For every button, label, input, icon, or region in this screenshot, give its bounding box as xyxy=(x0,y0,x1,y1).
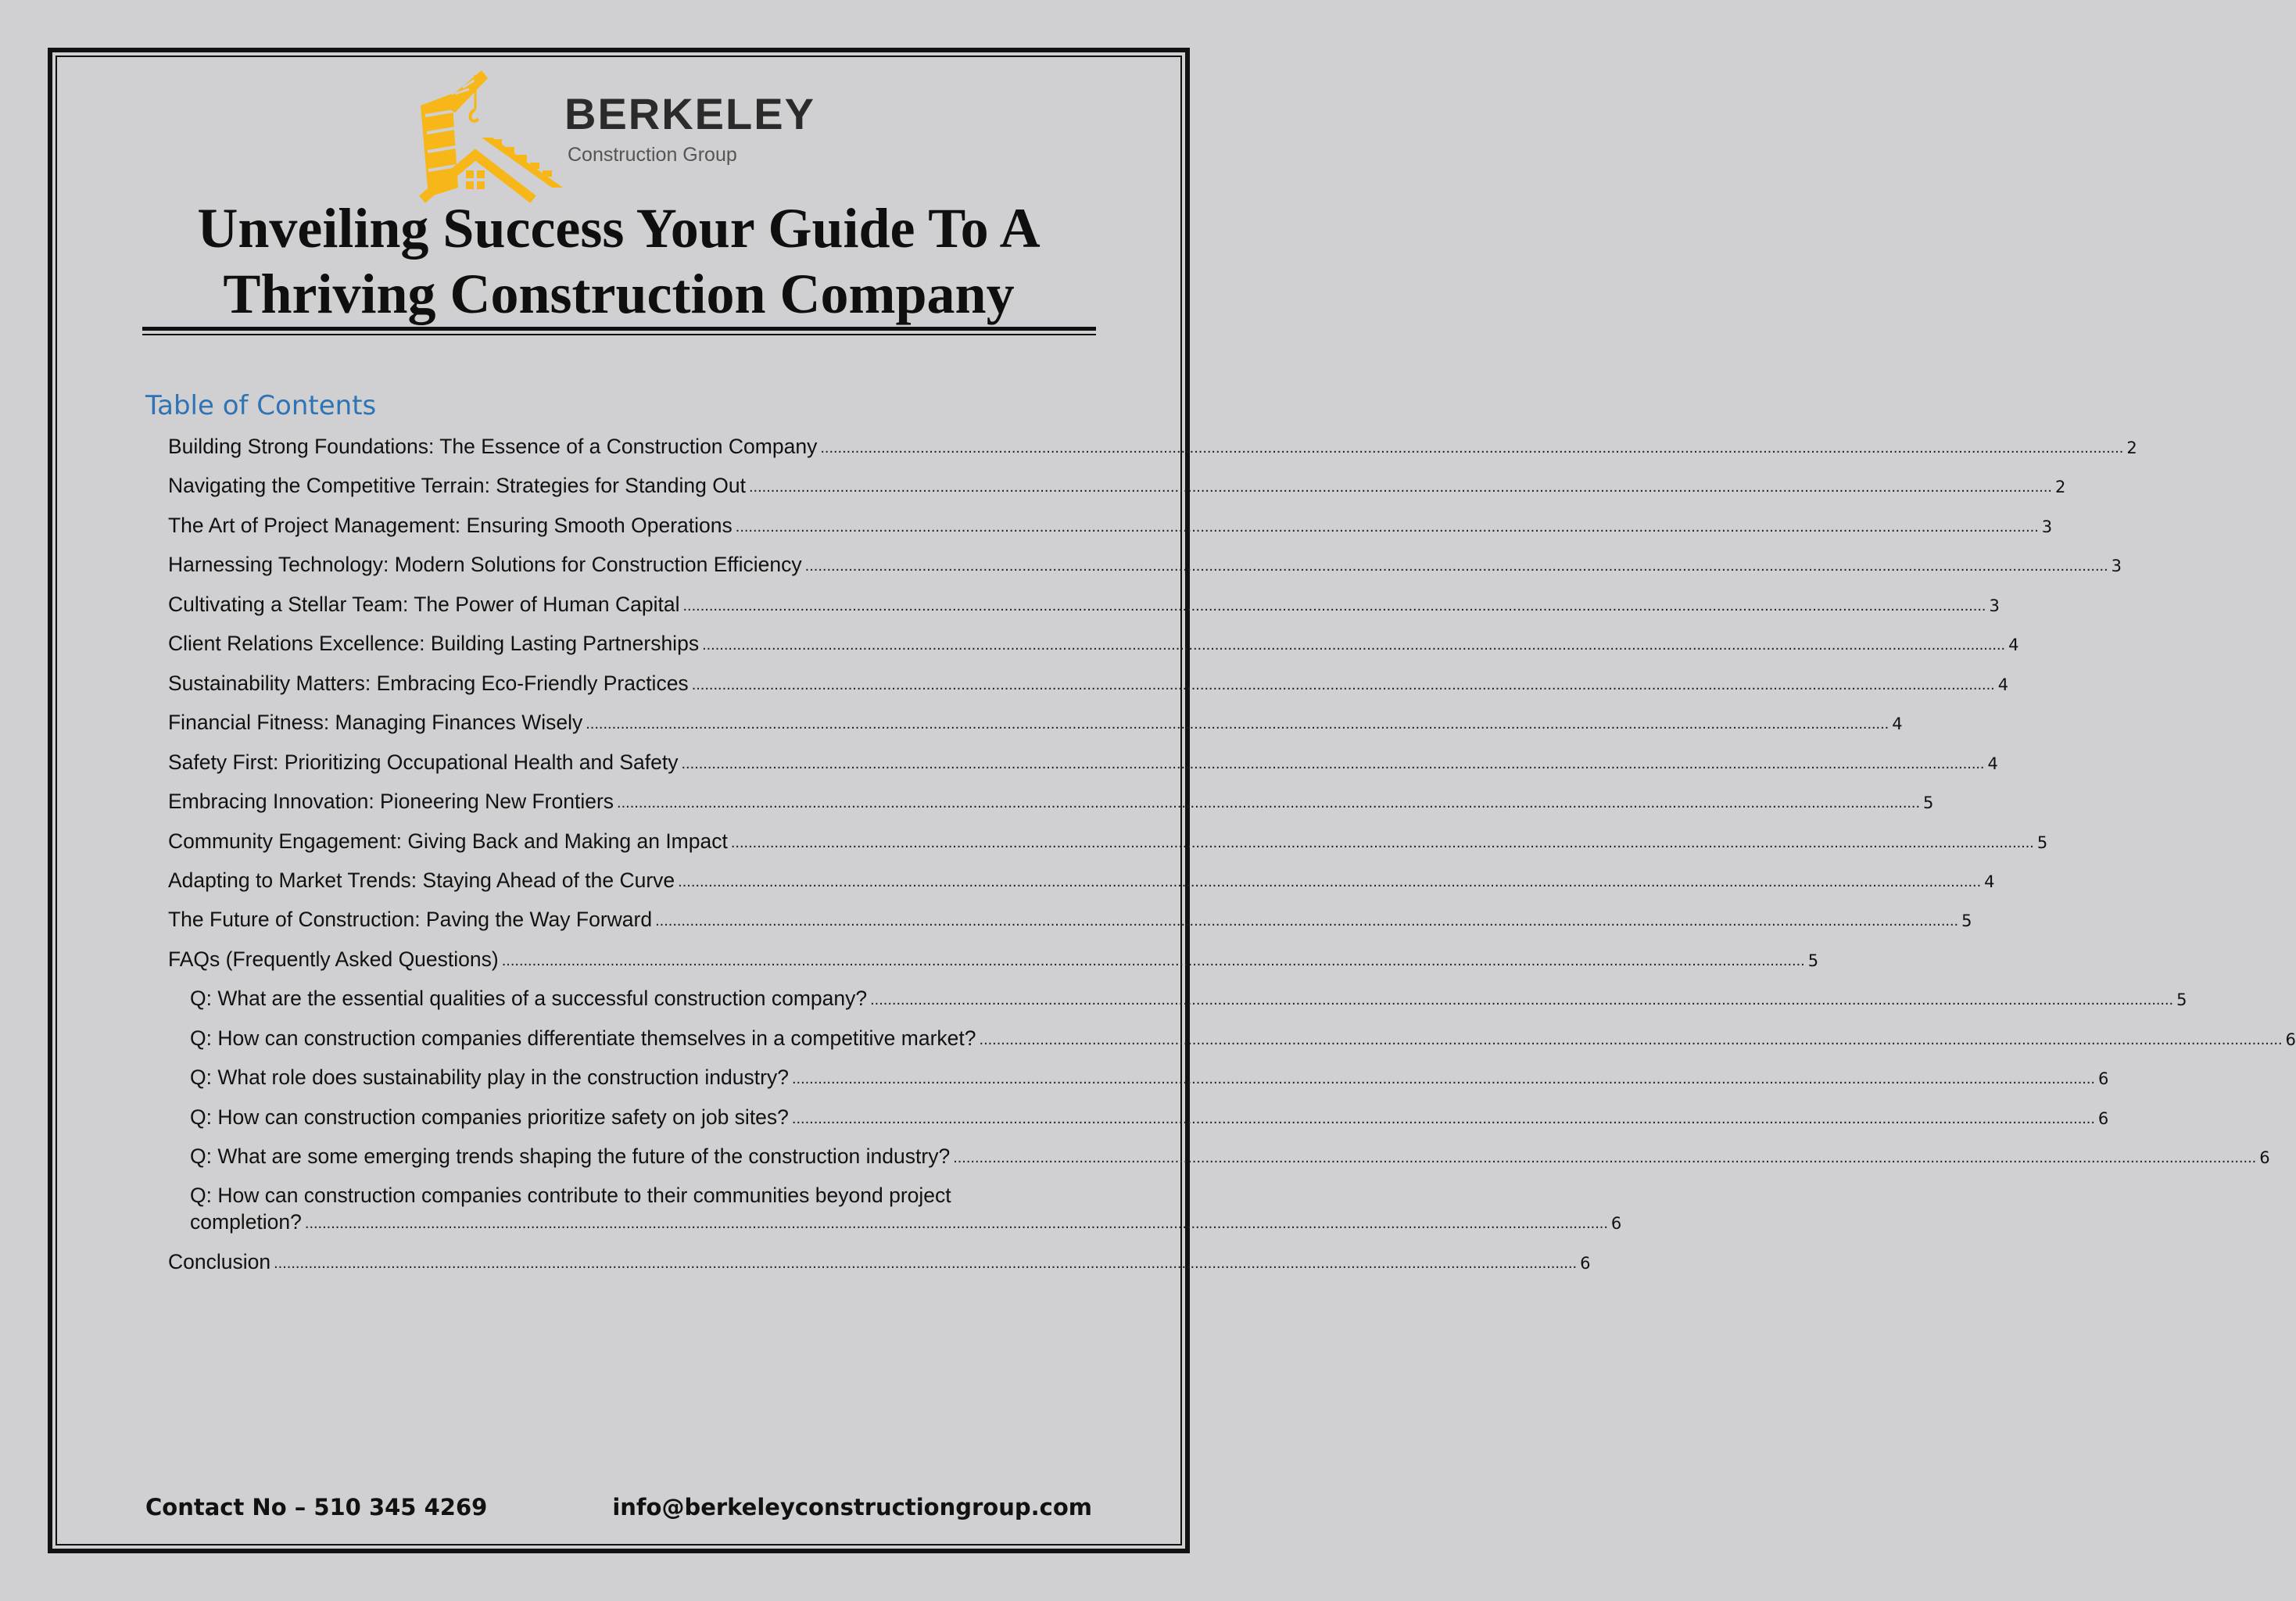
toc-entry-page: 5 xyxy=(2036,833,2048,852)
toc-entry-page: 6 xyxy=(1580,1254,1591,1273)
toc-entry-title: FAQs (Frequently Asked Questions) xyxy=(168,947,499,971)
toc-entry[interactable] xyxy=(168,788,1934,815)
toc-entry[interactable] xyxy=(168,551,2122,578)
toc-leader-dots: ............................................................................................................................................................................................................................................................................................................ xyxy=(791,1070,2095,1087)
toc-leader-dots: ............................................................................................................................................................................................................................................................................................................ xyxy=(820,439,2124,457)
toc-entry-page: 5 xyxy=(1807,951,1819,970)
toc-leader-dots: ............................................................................................................................................................................................................................................................................................................ xyxy=(586,715,1889,732)
toc-entry-page: 2 xyxy=(2126,439,2137,457)
toc-entry-title: The Art of Project Management: Ensuring Smooth Operations xyxy=(168,514,732,537)
toc-entry[interactable] xyxy=(168,946,1819,972)
toc-heading: Table of Contents xyxy=(145,390,377,421)
toc-entry-title: Client Relations Excellence: Building Lasting Partnerships xyxy=(168,632,700,655)
toc-leader-dots: ............................................................................................................................................................................................................................................................................................................ xyxy=(730,834,2034,851)
toc-entry[interactable] xyxy=(190,1209,1622,1235)
toc-leader-dots: ............................................................................................................................................................................................................................................................................................................ xyxy=(655,912,1959,929)
toc-leader-dots: ............................................................................................................................................................................................................................................................................................................ xyxy=(678,873,1982,890)
toc-leader-dots: ............................................................................................................................................................................................................................................................................................................ xyxy=(735,518,2039,535)
toc-entry-page: 6 xyxy=(2097,1109,2109,1128)
toc-entry-page: 5 xyxy=(1961,912,1972,930)
crane-house-icon xyxy=(421,70,563,199)
toc-entry-title: Financial Fitness: Managing Finances Wisely xyxy=(168,711,583,734)
toc-entry-title: Embracing Innovation: Pioneering New Frontiers xyxy=(168,790,614,813)
toc-entry-title: Conclusion xyxy=(168,1250,271,1273)
toc-entry-page: 4 xyxy=(1997,675,2009,694)
toc-leader-dots: ............................................................................................................................................................................................................................................................................................................ xyxy=(979,1031,2283,1048)
toc-leader-dots: ............................................................................................................................................................................................................................................................................................................ xyxy=(274,1255,1578,1272)
toc-entry-title: The Future of Construction: Paving the Way Forward xyxy=(168,908,653,931)
toc-entry[interactable] xyxy=(190,1104,2109,1130)
toc-entry[interactable] xyxy=(168,906,1972,933)
toc-entry[interactable] xyxy=(168,472,2066,499)
toc-leader-dots: ............................................................................................................................................................................................................................................................................................................ xyxy=(681,755,1985,772)
toc-entry-page: 3 xyxy=(1989,596,2000,615)
toc-leader-dots: ............................................................................................................................................................................................................................................................................................................ xyxy=(682,597,1986,614)
toc-entry[interactable] xyxy=(168,512,2053,539)
toc-entry[interactable] xyxy=(168,709,1903,736)
toc-entry-page: 2 xyxy=(2054,478,2066,496)
toc-entry[interactable] xyxy=(190,985,2187,1012)
toc-entry-title: Harnessing Technology: Modern Solutions for Construction Efficiency xyxy=(168,553,802,576)
toc-entry-title: Community Engagement: Giving Back and Making an Impact xyxy=(168,829,728,853)
footer-contact-number: Contact No – 510 345 4269 xyxy=(145,1494,488,1520)
toc-leader-dots: ............................................................................................................................................................................................................................................................................................................ xyxy=(617,794,1921,811)
toc-entry-page: 4 xyxy=(1892,715,1903,733)
toc-leader-dots: ............................................................................................................................................................................................................................................................................................................ xyxy=(804,557,2108,575)
toc-leader-dots: ............................................................................................................................................................................................................................................................................................................ xyxy=(304,1215,1608,1232)
toc-entry[interactable] xyxy=(190,1064,2109,1091)
toc-entry-title: Cultivating a Stellar Team: The Power of Human Capital xyxy=(168,593,680,616)
toc-entry-page: 5 xyxy=(1923,793,1934,812)
toc-entry-title: Q: How can construction companies prioritize safety on job sites? xyxy=(190,1105,789,1129)
document-title-line-2: Thriving Construction Company xyxy=(223,263,1015,325)
toc-leader-dots: ............................................................................................................................................................................................................................................................................................................ xyxy=(691,676,1995,693)
toc-entry-page: 4 xyxy=(1984,872,1995,891)
footer-email-link[interactable]: info@berkeleyconstructiongroup.com xyxy=(612,1494,1092,1520)
toc-entry-page: 6 xyxy=(1610,1214,1622,1233)
toc-entry[interactable] xyxy=(168,670,2009,697)
brand-name: BERKELEY xyxy=(564,89,815,138)
toc-entry-page: 4 xyxy=(1987,754,1998,773)
toc-entry[interactable] xyxy=(168,433,2137,460)
toc-leader-dots: ............................................................................................................................................................................................................................................................................................................ xyxy=(791,1110,2095,1127)
toc-entry[interactable] xyxy=(168,591,2000,618)
toc-leader-dots: ............................................................................................................................................................................................................................................................................................................ xyxy=(870,991,2174,1008)
toc-leader-dots: ............................................................................................................................................................................................................................................................................................................ xyxy=(501,952,1805,969)
toc-entry-page: 5 xyxy=(2176,990,2187,1009)
title-underline-thin xyxy=(142,334,1096,335)
toc-entry-title: Safety First: Prioritizing Occupational Health and Safety xyxy=(168,750,679,774)
document-title-line-1: Unveiling Success Your Guide To A xyxy=(197,197,1041,260)
brand-subtitle: Construction Group xyxy=(568,144,737,166)
toc-entry[interactable] xyxy=(190,1025,2296,1051)
toc-entry-title: completion? xyxy=(190,1210,302,1234)
title-underline-thick xyxy=(142,327,1096,331)
toc-leader-dots: ............................................................................................................................................................................................................................................................................................................ xyxy=(953,1149,2257,1166)
toc-entry[interactable] xyxy=(168,630,2019,657)
document-title xyxy=(117,195,1120,327)
toc-entry-title-line-1[interactable]: Q: How can construction companies contribute to their communities beyond project xyxy=(190,1184,951,1207)
toc-entry-page: 4 xyxy=(2008,636,2019,654)
toc-entry[interactable] xyxy=(190,1143,2270,1169)
toc-entry-title: Navigating the Competitive Terrain: Strategies for Standing Out xyxy=(168,474,746,497)
toc-entry[interactable] xyxy=(168,1248,1591,1275)
toc-entry[interactable] xyxy=(168,828,2048,854)
toc-leader-dots: ............................................................................................................................................................................................................................................................................................................ xyxy=(748,478,2052,496)
toc-entry-page: 3 xyxy=(2041,518,2053,536)
toc-entry-title: Building Strong Foundations: The Essence of a Construction Company xyxy=(168,435,818,458)
toc-entry-page: 3 xyxy=(2111,557,2122,575)
toc-entry-page: 6 xyxy=(2097,1069,2109,1088)
toc-entry-title: Q: What are the essential qualities of a successful construction company? xyxy=(190,987,868,1010)
toc-entry-page: 6 xyxy=(2259,1148,2270,1167)
toc-entry-title: Adapting to Market Trends: Staying Ahead of the Curve xyxy=(168,869,675,892)
toc-entry-title: Sustainability Matters: Embracing Eco-Friendly Practices xyxy=(168,672,689,695)
toc-leader-dots: ............................................................................................................................................................................................................................................................................................................ xyxy=(702,636,2006,654)
toc-entry-page: 6 xyxy=(2285,1030,2296,1049)
toc-entry[interactable] xyxy=(168,749,1998,775)
toc-entry-title: Q: How can construction companies differentiate themselves in a competitive market? xyxy=(190,1026,976,1050)
toc-entry[interactable] xyxy=(168,867,1995,894)
toc-entry-title: Q: What role does sustainability play in the construction industry? xyxy=(190,1066,789,1089)
toc-entry-title: Q: What are some emerging trends shaping the future of the construction industry? xyxy=(190,1144,951,1168)
